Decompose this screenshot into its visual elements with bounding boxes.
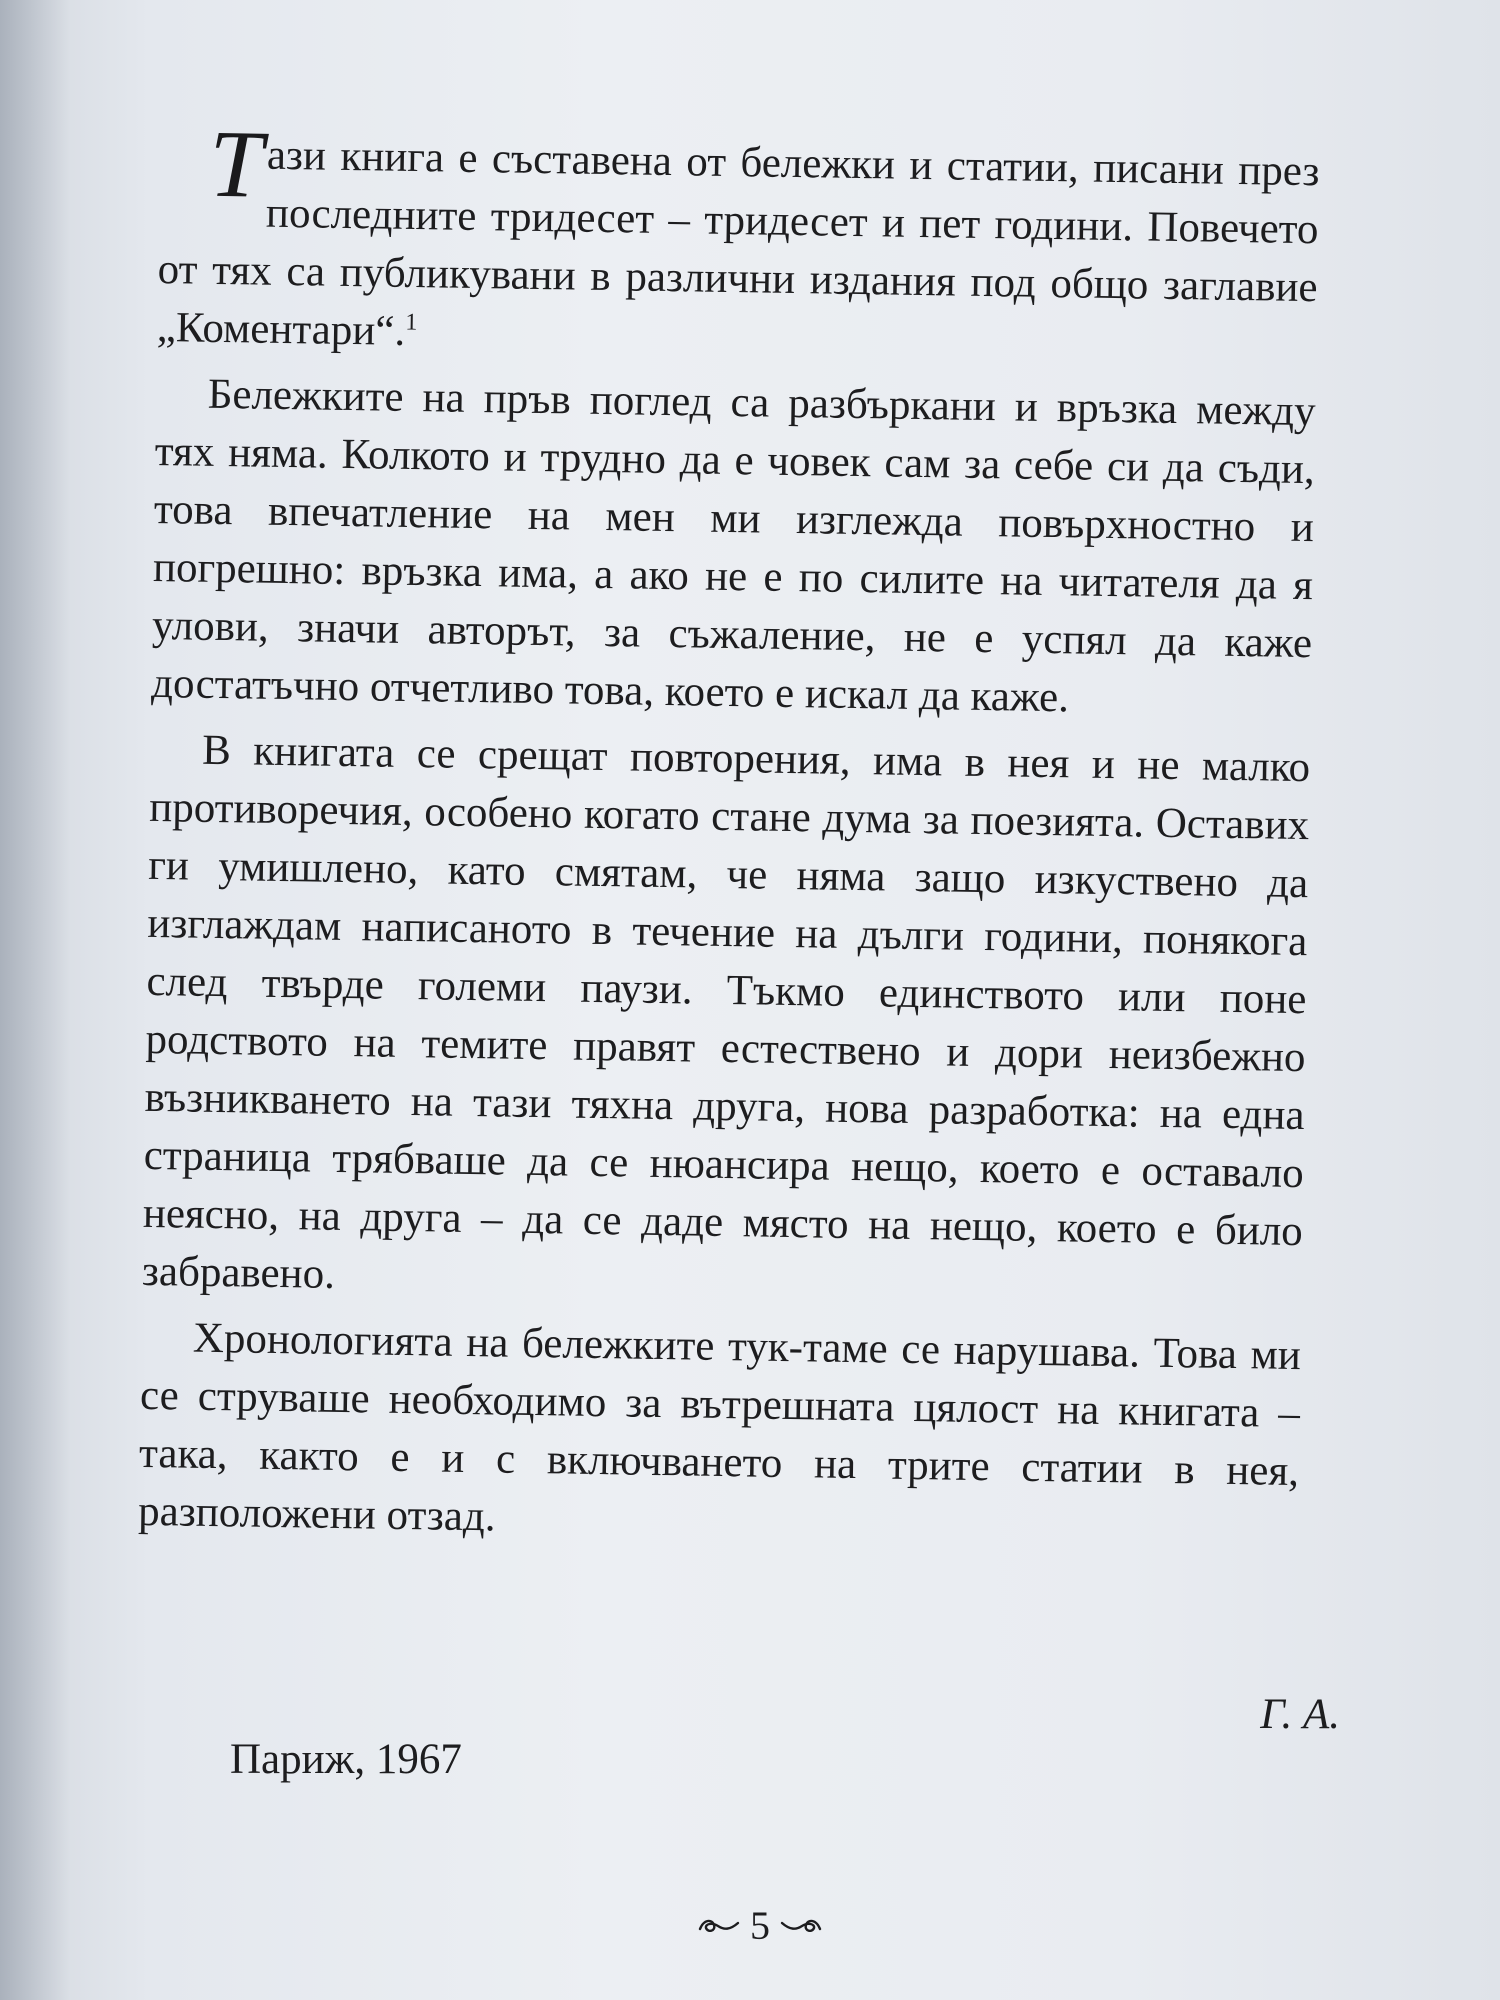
page-number: 5 bbox=[750, 1902, 770, 1948]
paragraph-2: Бележките на пръв поглед са разбъркани и връзка между тях няма. Колкото и трудно да е човек сам за себе си да съди, това впечатление на мен ми изглежда повърхностно и погрешно: връзка има, а ако не е по силите на читателя да я улови, значи авторът, за съжаление, не е успял да каже достатъчно отчетливо това, което е искал да каже. bbox=[150, 370, 1317, 722]
body-text bbox=[137, 109, 1320, 1567]
left-flourish-icon bbox=[696, 1911, 742, 1939]
right-flourish-icon bbox=[778, 1911, 824, 1939]
paragraph-3: В книгата се срещат повторения, има в нея и не малко противоречия, особено когато стане дума за поезията. Оставих ги умишлено, като смятам, че няма защо изкуствено да изглаждам написаното в течение на дълги години, понякога след твърде големи паузи. Тъкмо единството или поне родството на темите правят естествено и дори неизбежно възникването на тази тяхна друга, нова разработка: на една страница трябваше да се нюансира нещо, което е оставало неясно, на друга – да се даде място на нещо, което е било забравено. bbox=[141, 726, 1311, 1298]
paragraph-4: Хронологията на бележките тук-таме се нарушава. Това ми се струваше необходимо за вътрешната цялост на книгата – така, както е и с включването на трите статии в нея, разположени отзад. bbox=[137, 1314, 1302, 1541]
gutter-shadow bbox=[0, 0, 70, 2000]
page-folio bbox=[660, 1895, 860, 1955]
paragraph-1 bbox=[156, 109, 1320, 375]
paragraph-1-text: ази книга е съставена от бележки и статии, писани през последните тридесет – тридесет и пет години. Повечето от тях са публикувани в различни издания под общо заглавие „Коментари“. bbox=[156, 131, 1320, 355]
footnote-marker: 1 bbox=[405, 309, 418, 336]
author-signature: Г. А. bbox=[1260, 1691, 1340, 1738]
drop-cap: Т bbox=[208, 109, 264, 218]
place-date: Париж, 1967 bbox=[230, 1736, 462, 1783]
